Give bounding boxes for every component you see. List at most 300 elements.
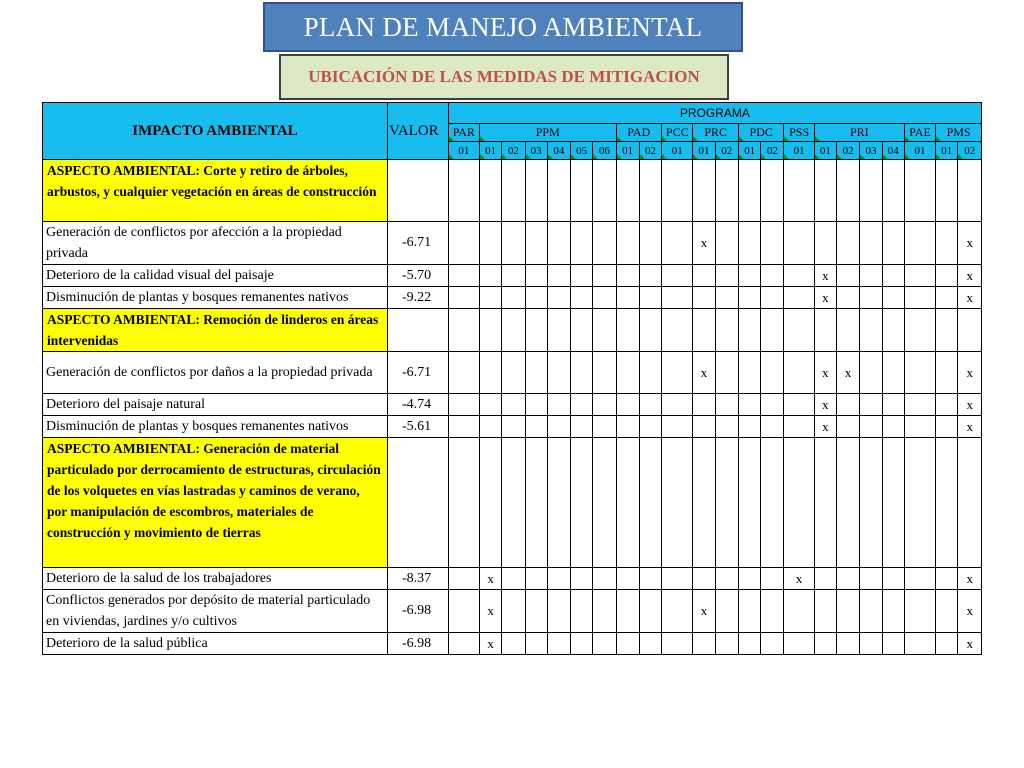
program-code-header: 02	[958, 142, 982, 160]
program-cell	[547, 633, 570, 655]
valor-cell: -6.98	[387, 633, 448, 655]
program-cell	[502, 287, 525, 309]
program-cell	[448, 160, 479, 222]
program-cell	[448, 438, 479, 568]
program-cell	[738, 160, 760, 222]
program-cell	[480, 309, 502, 352]
programa-header: PROGRAMA	[448, 103, 981, 124]
program-code-header: 02	[837, 142, 860, 160]
impact-row	[43, 352, 982, 394]
program-code-header: 01	[480, 142, 502, 160]
program-cell	[547, 438, 570, 568]
program-cell	[693, 633, 715, 655]
program-cell	[860, 222, 882, 265]
program-cell	[860, 590, 882, 633]
program-cell	[639, 352, 661, 394]
program-cell	[571, 438, 593, 568]
program-cell	[525, 265, 547, 287]
program-cell	[738, 590, 760, 633]
program-cell	[571, 265, 593, 287]
program-cell	[639, 287, 661, 309]
program-cell	[593, 309, 616, 352]
program-cell-marked: x	[480, 633, 502, 655]
program-group-header: PDC	[738, 124, 784, 142]
program-cell	[571, 590, 593, 633]
impact-row	[43, 590, 982, 633]
program-cell	[904, 222, 935, 265]
impact-row	[43, 568, 982, 590]
program-cell-marked: x	[958, 633, 982, 655]
program-cell	[882, 265, 904, 287]
program-cell-marked: x	[693, 222, 715, 265]
program-cell	[904, 416, 935, 438]
program-cell	[571, 394, 593, 416]
program-cell	[571, 416, 593, 438]
program-cell	[936, 309, 958, 352]
program-cell	[882, 633, 904, 655]
program-cell-marked: x	[480, 568, 502, 590]
program-cell-marked: x	[958, 352, 982, 394]
program-cell	[502, 633, 525, 655]
program-cell	[936, 416, 958, 438]
program-cell	[761, 416, 784, 438]
program-code-header: 03	[860, 142, 882, 160]
impact-description: Conflictos generados por depósito de material particulado en viviendas, jardines y/o cultivos	[43, 590, 388, 633]
program-group-header: PCC	[662, 124, 693, 142]
aspect-description: ASPECTO AMBIENTAL: Corte y retiro de árboles, arbustos, y cualquier vegetación en áreas de construcción	[43, 160, 388, 222]
program-code-header: 01	[448, 142, 479, 160]
program-code-header: 01	[784, 142, 814, 160]
program-code-header: 01	[738, 142, 760, 160]
program-cell	[715, 352, 738, 394]
program-group-header: PRI	[814, 124, 904, 142]
program-cell	[525, 590, 547, 633]
program-cell	[860, 568, 882, 590]
program-cell	[547, 160, 570, 222]
aspect-description: ASPECTO AMBIENTAL: Remoción de linderos en áreas intervenidas	[43, 309, 388, 352]
program-cell-marked: x	[693, 352, 715, 394]
mitigation-matrix-table	[42, 102, 982, 655]
valor-cell-empty	[387, 438, 448, 568]
program-cell	[738, 352, 760, 394]
program-cell	[936, 160, 958, 222]
program-cell	[761, 590, 784, 633]
program-cell	[715, 416, 738, 438]
program-code-header: 01	[616, 142, 639, 160]
program-cell	[693, 394, 715, 416]
program-cell	[784, 352, 814, 394]
program-cell	[860, 394, 882, 416]
impact-row	[43, 633, 982, 655]
valor-cell: -6.71	[387, 352, 448, 394]
valor-cell: -5.61	[387, 416, 448, 438]
program-cell	[639, 394, 661, 416]
impact-row	[43, 416, 982, 438]
program-cell	[616, 265, 639, 287]
program-cell	[882, 287, 904, 309]
program-cell	[571, 352, 593, 394]
program-cell	[593, 222, 616, 265]
program-cell	[593, 438, 616, 568]
program-cell	[882, 352, 904, 394]
program-cell	[616, 416, 639, 438]
program-cell	[502, 438, 525, 568]
program-cell	[571, 633, 593, 655]
program-cell-marked: x	[958, 568, 982, 590]
program-cell	[448, 352, 479, 394]
program-cell	[662, 416, 693, 438]
program-cell	[593, 590, 616, 633]
aspect-row	[43, 160, 982, 222]
program-cell	[693, 438, 715, 568]
program-cell	[480, 352, 502, 394]
valor-cell-empty	[387, 309, 448, 352]
program-cell	[525, 222, 547, 265]
program-cell	[593, 416, 616, 438]
program-code-header: 02	[502, 142, 525, 160]
program-cell	[616, 394, 639, 416]
program-cell	[639, 222, 661, 265]
program-code-header: 06	[593, 142, 616, 160]
program-cell	[837, 287, 860, 309]
program-cell	[784, 590, 814, 633]
program-cell	[882, 394, 904, 416]
program-cell	[693, 265, 715, 287]
impact-row	[43, 222, 982, 265]
program-cell	[547, 590, 570, 633]
program-cell-marked: x	[480, 590, 502, 633]
program-cell	[662, 394, 693, 416]
program-code-header: 01	[904, 142, 935, 160]
program-cell	[738, 633, 760, 655]
program-cell-marked: x	[958, 222, 982, 265]
program-cell	[525, 394, 547, 416]
program-group-header: PAD	[616, 124, 662, 142]
program-cell	[814, 222, 836, 265]
program-cell	[639, 633, 661, 655]
program-cell	[639, 416, 661, 438]
program-cell	[616, 352, 639, 394]
program-cell	[547, 309, 570, 352]
program-cell	[904, 438, 935, 568]
program-cell	[448, 416, 479, 438]
program-cell	[662, 568, 693, 590]
program-cell	[860, 352, 882, 394]
program-code-header: 01	[814, 142, 836, 160]
program-cell	[738, 568, 760, 590]
program-cell	[837, 438, 860, 568]
program-cell	[904, 287, 935, 309]
program-cell	[616, 568, 639, 590]
program-cell	[860, 633, 882, 655]
program-code-header: 01	[936, 142, 958, 160]
program-cell	[761, 394, 784, 416]
program-cell	[502, 265, 525, 287]
program-cell	[761, 222, 784, 265]
program-cell	[480, 265, 502, 287]
program-code-header: 01	[662, 142, 693, 160]
program-cell-marked: x	[958, 265, 982, 287]
valor-cell: -8.37	[387, 568, 448, 590]
program-cell	[525, 309, 547, 352]
program-cell	[814, 160, 836, 222]
program-cell	[448, 568, 479, 590]
program-cell	[837, 265, 860, 287]
program-code-header: 02	[639, 142, 661, 160]
program-group-header: PAE	[904, 124, 935, 142]
program-cell	[784, 438, 814, 568]
program-cell	[904, 394, 935, 416]
program-cell	[882, 416, 904, 438]
program-cell	[715, 590, 738, 633]
program-cell-marked: x	[814, 352, 836, 394]
program-cell	[525, 160, 547, 222]
program-cell	[860, 265, 882, 287]
impact-description: Disminución de plantas y bosques remanentes nativos	[43, 416, 388, 438]
program-cell-marked: x	[958, 416, 982, 438]
program-cell	[593, 160, 616, 222]
program-cell	[814, 309, 836, 352]
program-cell	[715, 568, 738, 590]
program-cell	[593, 633, 616, 655]
program-cell	[639, 590, 661, 633]
program-cell	[814, 438, 836, 568]
impact-description: Generación de conflictos por afección a la propiedad privada	[43, 222, 388, 265]
program-cell	[715, 633, 738, 655]
impact-description: Deterioro del paisaje natural	[43, 394, 388, 416]
program-cell	[837, 590, 860, 633]
program-code-header: 02	[715, 142, 738, 160]
program-cell	[738, 222, 760, 265]
valor-cell: -5.70	[387, 265, 448, 287]
valor-cell: -6.71	[387, 222, 448, 265]
program-cell	[480, 394, 502, 416]
program-cell	[639, 160, 661, 222]
program-cell	[448, 222, 479, 265]
program-cell	[936, 222, 958, 265]
program-cell	[593, 265, 616, 287]
program-cell	[571, 222, 593, 265]
program-code-header: 04	[882, 142, 904, 160]
program-cell	[693, 287, 715, 309]
program-cell	[547, 222, 570, 265]
program-cell	[662, 309, 693, 352]
valor-cell: -9.22	[387, 287, 448, 309]
program-cell	[525, 287, 547, 309]
program-cell	[936, 265, 958, 287]
program-cell	[837, 394, 860, 416]
program-cell	[936, 287, 958, 309]
program-cell	[547, 416, 570, 438]
program-cell	[715, 222, 738, 265]
program-cell	[502, 309, 525, 352]
program-cell	[904, 590, 935, 633]
program-cell	[958, 438, 982, 568]
program-cell	[616, 590, 639, 633]
program-cell	[593, 352, 616, 394]
program-cell	[593, 568, 616, 590]
program-cell	[738, 416, 760, 438]
impact-description: Generación de conflictos por daños a la propiedad privada	[43, 352, 388, 394]
program-cell	[616, 287, 639, 309]
program-code-header: 03	[525, 142, 547, 160]
program-cell	[738, 394, 760, 416]
program-cell	[837, 568, 860, 590]
program-cell	[547, 394, 570, 416]
aspect-description: ASPECTO AMBIENTAL: Generación de material particulado por derrocamiento de estructuras, circulación de los volquetes en vías lastradas y caminos de verano, por manipulación de escombros, materiales de construcción y movimiento de tierras	[43, 438, 388, 568]
program-cell	[547, 352, 570, 394]
program-cell	[784, 309, 814, 352]
program-cell	[616, 309, 639, 352]
program-code-header: 04	[547, 142, 570, 160]
program-code-header: 01	[693, 142, 715, 160]
program-cell	[639, 265, 661, 287]
program-cell	[502, 590, 525, 633]
program-cell	[715, 394, 738, 416]
program-cell	[693, 160, 715, 222]
program-cell	[525, 416, 547, 438]
program-cell	[715, 265, 738, 287]
program-cell	[525, 568, 547, 590]
program-cell-marked: x	[814, 287, 836, 309]
program-cell	[936, 568, 958, 590]
program-cell	[936, 438, 958, 568]
program-cell	[784, 222, 814, 265]
program-cell	[784, 287, 814, 309]
program-cell	[761, 438, 784, 568]
program-cell	[448, 309, 479, 352]
program-cell-marked: x	[837, 352, 860, 394]
program-cell	[904, 568, 935, 590]
program-cell	[502, 352, 525, 394]
program-cell-marked: x	[814, 416, 836, 438]
program-cell	[784, 394, 814, 416]
program-cell	[715, 438, 738, 568]
program-cell	[904, 352, 935, 394]
program-cell	[882, 222, 904, 265]
program-cell	[525, 633, 547, 655]
program-cell	[882, 568, 904, 590]
program-cell	[761, 160, 784, 222]
program-cell	[958, 160, 982, 222]
program-cell	[837, 222, 860, 265]
program-cell	[616, 633, 639, 655]
program-cell	[693, 568, 715, 590]
program-cell	[860, 438, 882, 568]
program-cell	[525, 352, 547, 394]
program-cell	[860, 160, 882, 222]
program-cell	[904, 633, 935, 655]
program-cell	[814, 590, 836, 633]
aspect-row	[43, 309, 982, 352]
program-cell	[761, 568, 784, 590]
valor-cell: -6.98	[387, 590, 448, 633]
program-cell	[662, 438, 693, 568]
program-cell	[480, 438, 502, 568]
program-cell	[738, 438, 760, 568]
program-cell-marked: x	[784, 568, 814, 590]
program-cell-marked: x	[958, 590, 982, 633]
program-cell	[761, 265, 784, 287]
program-code-header: 05	[571, 142, 593, 160]
program-cell	[662, 265, 693, 287]
program-cell	[738, 265, 760, 287]
program-cell	[761, 287, 784, 309]
program-cell	[448, 394, 479, 416]
program-cell	[738, 309, 760, 352]
program-cell	[616, 160, 639, 222]
program-cell	[480, 287, 502, 309]
program-cell	[616, 438, 639, 568]
program-cell	[715, 160, 738, 222]
program-cell	[502, 394, 525, 416]
program-cell-marked: x	[693, 590, 715, 633]
valor-cell-empty	[387, 160, 448, 222]
program-cell	[958, 309, 982, 352]
program-cell-marked: x	[958, 394, 982, 416]
program-cell	[904, 160, 935, 222]
program-cell	[502, 416, 525, 438]
program-cell	[814, 633, 836, 655]
page-title: PLAN DE MANEJO AMBIENTAL	[263, 2, 743, 52]
program-cell	[882, 438, 904, 568]
program-cell	[837, 309, 860, 352]
program-cell	[547, 287, 570, 309]
program-cell	[662, 352, 693, 394]
program-cell	[693, 309, 715, 352]
program-cell-marked: x	[814, 265, 836, 287]
program-cell	[904, 309, 935, 352]
program-cell	[837, 160, 860, 222]
program-cell	[480, 160, 502, 222]
program-cell	[882, 590, 904, 633]
program-cell	[448, 265, 479, 287]
program-cell	[662, 287, 693, 309]
program-cell	[784, 265, 814, 287]
program-cell	[837, 633, 860, 655]
program-cell	[936, 394, 958, 416]
header-row-programa	[43, 103, 982, 124]
program-cell	[738, 287, 760, 309]
program-cell	[480, 222, 502, 265]
program-group-header: PMS	[936, 124, 982, 142]
program-cell	[693, 416, 715, 438]
impact-row	[43, 394, 982, 416]
program-cell	[448, 590, 479, 633]
program-cell	[502, 160, 525, 222]
program-cell	[837, 416, 860, 438]
program-cell	[571, 287, 593, 309]
program-group-header: PPM	[480, 124, 617, 142]
program-cell	[525, 438, 547, 568]
program-cell	[715, 287, 738, 309]
program-group-header: PSS	[784, 124, 814, 142]
program-cell	[662, 590, 693, 633]
program-cell-marked: x	[958, 287, 982, 309]
program-cell	[784, 416, 814, 438]
program-cell	[616, 222, 639, 265]
program-cell	[761, 352, 784, 394]
program-cell	[593, 287, 616, 309]
program-cell	[882, 160, 904, 222]
program-cell	[936, 590, 958, 633]
program-cell	[904, 265, 935, 287]
program-cell-marked: x	[814, 394, 836, 416]
program-cell	[639, 438, 661, 568]
program-cell	[860, 287, 882, 309]
program-cell	[662, 160, 693, 222]
program-cell	[571, 309, 593, 352]
